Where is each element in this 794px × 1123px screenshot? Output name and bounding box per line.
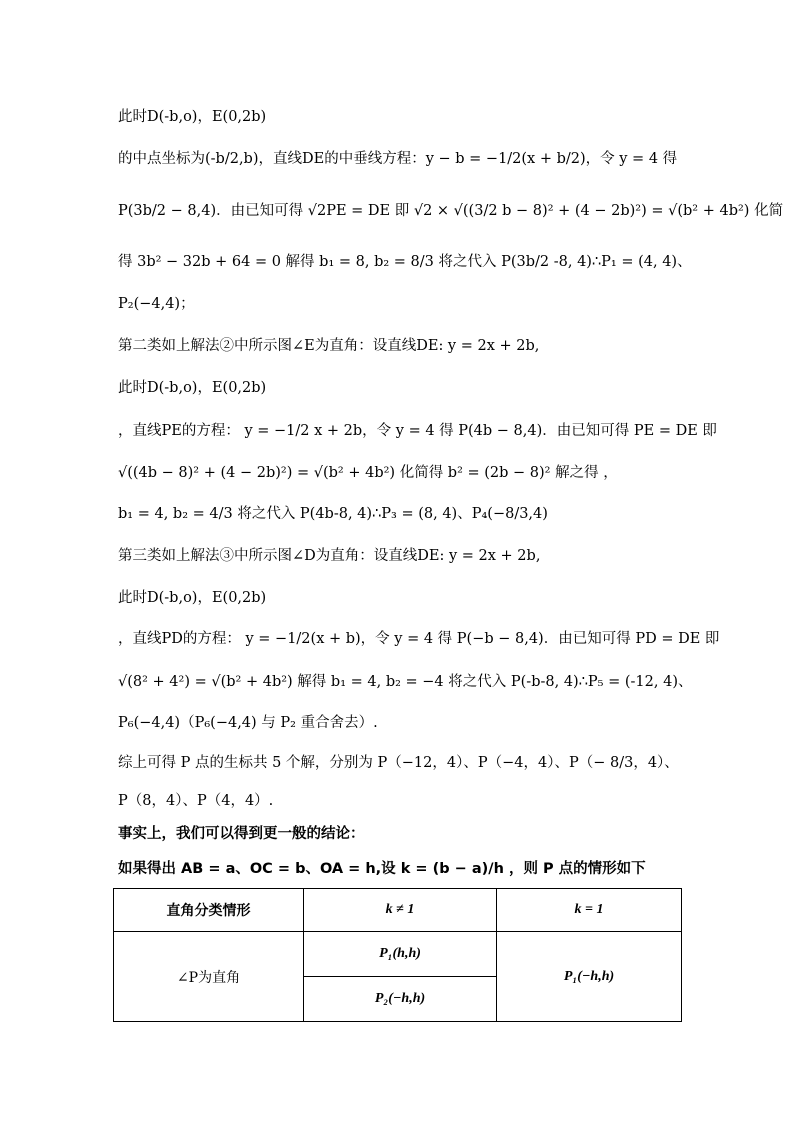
text-line-18: 事实上，我们可以得到更一般的结论： [118, 826, 365, 842]
text-line-9: √((4b − 8)² + (4 − 2b)²) = √(b² + 4b²) 化简得 b² = (2b − 8)² 解之得 ， [118, 465, 618, 481]
table-cell-p2: P₂(−h,h) [304, 977, 497, 1022]
text-line-16: 综上可得 P 点的生标共 5 个解，分别为 P（−12，4）、P（−4，4）、P（− 8/3，4）、 [118, 755, 679, 771]
text-line-10: b₁ = 4, b₂ = 4/3 将之代入 P(4b-8, 4)∴P₃ = (8, 4)、P₄(−8/3,4) [118, 506, 548, 522]
result-table [113, 888, 682, 1022]
text-line-7: 此时D(-b,o)，E(0,2b) [118, 380, 267, 396]
table-cell-k1: P₁(−h,h) [497, 932, 682, 1022]
table-header-2: k ≠ 1 [304, 889, 497, 932]
text-line-6: 第二类如上解法②中所示图∠E为直角：设直线DE: y = 2x + 2b, [118, 338, 540, 354]
text-line-17: P（8，4）、P（4，4）. [118, 793, 274, 809]
text-line-8: ，直线PE的方程： y = −1/2 x + 2b，令 y = 4 得 P(4b − 8,4)．由已知可得 PE = DE 即 [118, 423, 717, 439]
text-line-5: P₂(−4,4)； [118, 296, 195, 312]
text-line-14: √(8² + 4²) = √(b² + 4b²) 解得 b₁ = 4, b₂ = −4 将之代入 P(-b-8, 4)∴P₅ = (-12, 4)、 [118, 674, 693, 690]
text-line-3: P(3b/2 − 8,4)．由已知可得 √2PE = DE 即 √2 × √((3/2 b − 8)² + (4 − 2b)²) = √(b² + 4b²) 化简 [118, 203, 784, 219]
table-cell-p1: P₁(h,h) [304, 932, 497, 977]
table-header-1: 直角分类情形 [114, 889, 304, 932]
table-header-3: k = 1 [497, 889, 682, 932]
text-line-12: 此时D(-b,o)，E(0,2b) [118, 590, 267, 606]
text-line-1: 此时D(-b,o)，E(0,2b) [118, 109, 267, 125]
table-row-label: ∠P为直角 [114, 932, 304, 1022]
text-line-11: 第三类如上解法③中所示图∠D为直角：设直线DE: y = 2x + 2b, [118, 548, 541, 564]
text-line-4: 得 3b² − 32b + 64 = 0 解得 b₁ = 8, b₂ = 8/3 将之代入 P(3b/2 -8, 4)∴P₁ = (4, 4)、 [118, 254, 692, 270]
text-line-19: 如果得出 AB = a、OC = b、OA = h,设 k = (b − a)/h ，则 P 点的情形如下 [118, 861, 646, 877]
text-line-15: P₆(−4,4)（P₆(−4,4) 与 P₂ 重合舍去）. [118, 715, 378, 731]
text-line-13: ，直线PD的方程： y = −1/2(x + b)，令 y = 4 得 P(−b − 8,4)．由已知可得 PD = DE 即 [118, 631, 720, 647]
text-line-2: 的中点坐标为(-b/2,b)，直线DE的中垂线方程：y − b = −1/2(x + b/2)，令 y = 4 得 [118, 151, 678, 167]
